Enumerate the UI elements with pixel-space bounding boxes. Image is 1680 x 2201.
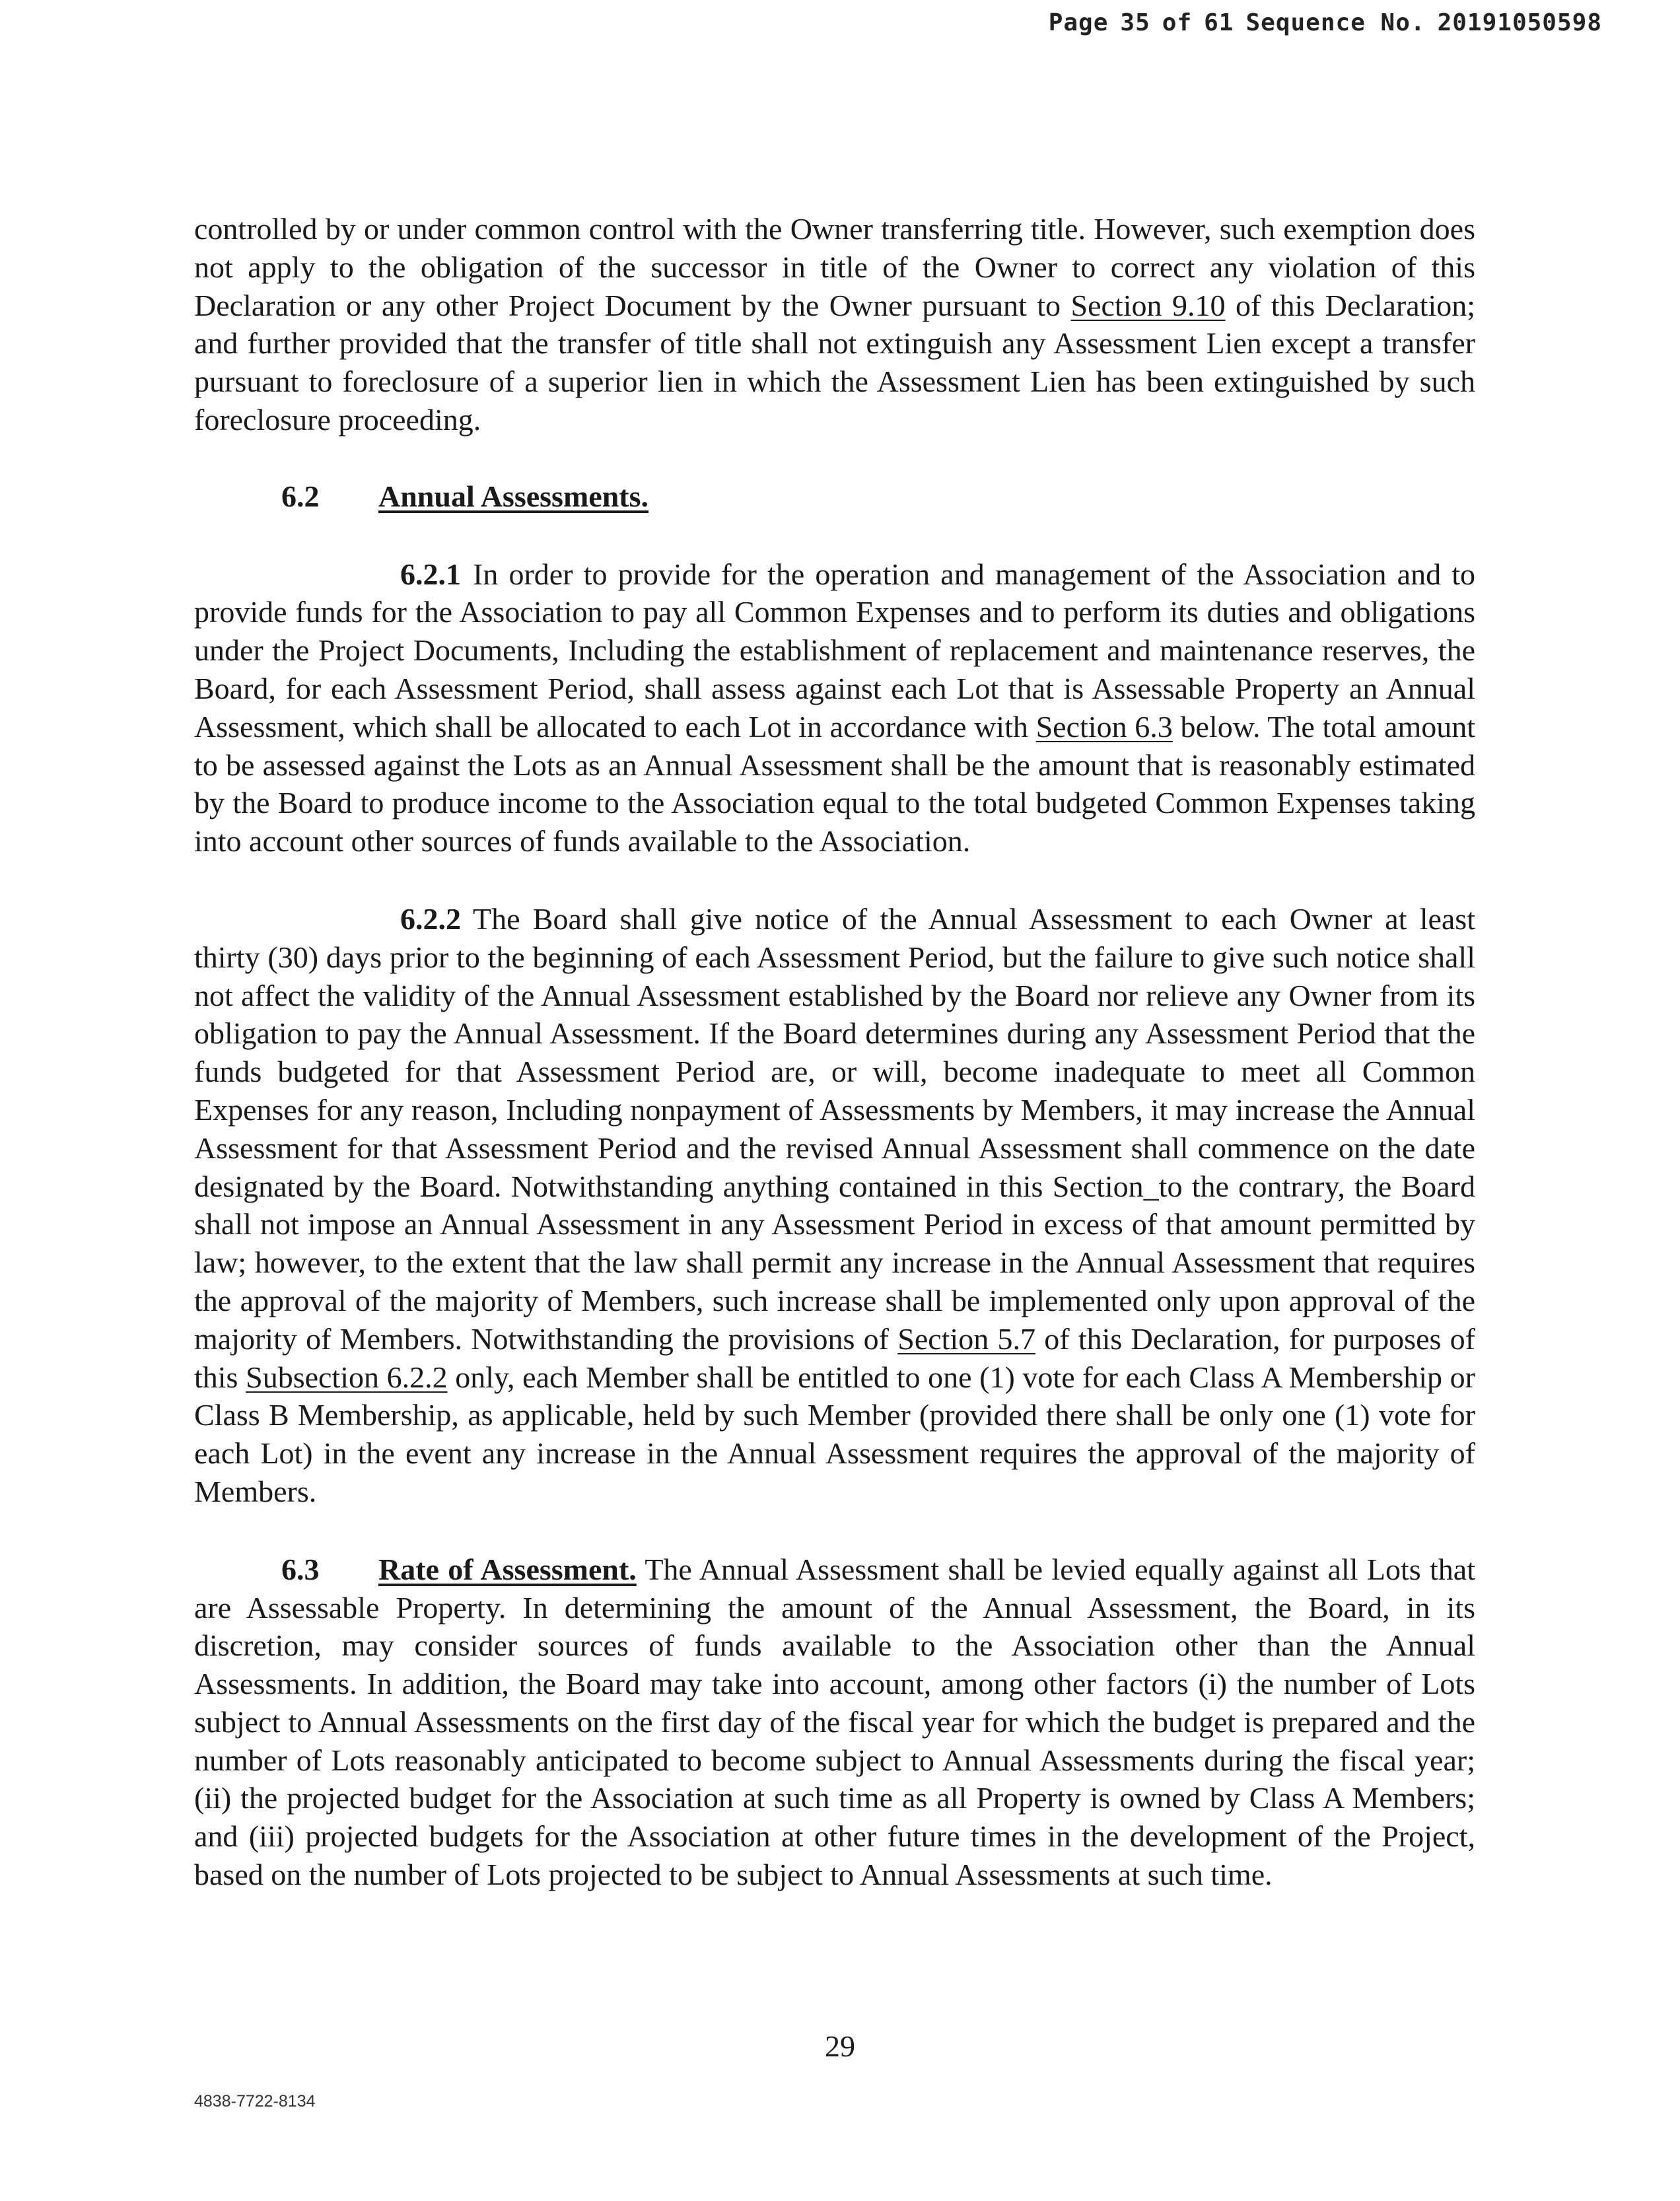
paragraph-text: controlled by or under common control with the Owner transferring title. However, such exemption does not apply to the obligation of the successor in title of the Owner to correct any violation of this Declaration or any other Project Document by the Owner pursuant to [194,212,1475,322]
page-number: 35 [1120,9,1150,36]
section-title: Annual Assessments. [378,479,648,513]
paragraph-text: of this Declaration, for purposes of this [194,1321,1475,1394]
subsection-reference-6-2-2: Subsection 6.2.2 [246,1360,448,1394]
section-reference-6-3: Section 6.3 [1035,709,1173,744]
document-body [194,210,1475,1894]
sequence-label: Sequence No. [1245,9,1426,36]
section-6-3 [194,1551,1475,1894]
paragraph-text: of this Declaration; and further provided that the transfer of title shall not extinguish any Assessment Lien except a transfer pursuant to foreclosure of a superior lien in which the Assessment Lien has been extinguished by such foreclosure proceeding. [194,288,1476,437]
paragraph-text: only, each Member shall be entitled to one (1) vote for each Class A Membership or Class B Membership, as applicable, held by such Member (provided there shall be only one (1) vote for each Lot) in the event any increase in the Annual Assessment requires the approval of the majority of Members. [194,1360,1475,1508]
page-number-footer: 29 [825,2029,855,2063]
paragraph-text: The Annual Assessment shall be levied equally against all Lots that are Assessable Property. In determining the amount of the Annual Assessment, the Board, in its discretion, may consider sources of funds available to the Association other than the Annual Assessments. In addition, the Board may take into account, among other factors (i) the number of Lots subject to Annual Assessments on the first day of the fiscal year for which the budget is prepared and the number of Lots reasonably anticipated to become subject to Annual Assessments during the fiscal year; (ii) the projected budget for the Association at such time as all Property is owned by Class A Members; and (iii) projected budgets for the Association at other future times in the development of the Project, based on the number of Lots projected to be subject to Annual Assessments at such time. [194,1552,1475,1892]
page-total: 61 [1204,9,1234,36]
paragraph-text: below. The total amount to be assessed against the Lots as an Annual Assessment shall be the amount that is reasonably estimated by the Board to produce income to the Association equal to the total budgeted Common Expenses taking into account other sources of funds available to the Association. [194,709,1476,858]
paragraph-text: The Board shall give notice of the Annual Assessment to each Owner at least thirty (30) days prior to the beginning of each Assessment Period, but the failure to give such notice shall not affect the validity of the Annual Assessment established by the Board nor relieve any Owner from its obligation to pay the Annual Assessment. If the Board determines during any Assessment Period that the funds budgeted for that Assessment Period are, or will, become inadequate to meet all Common Expenses for any reason, Including nonpayment of Assessments by Members, it may increase the Annual Assessment for that Assessment Period and the revised Annual Assessment shall commence on the date designated by the Board. Notwithstanding anything contained in this Section_to the contrary, the Board shall not impose an Annual Assessment in any Assessment Period in excess of that amount permitted by law; however, to the extent that the law shall permit any increase in the Annual Assessment that requires the approval of the majority of Members, such increase shall be implemented only upon approval of the majority of Members. Notwithstanding the provisions of [194,901,1475,1356]
subsection-6-2-1 [194,555,1475,860]
section-reference-5-7: Section 5.7 [897,1321,1035,1356]
section-reference-9-10: Section 9.10 [1070,288,1226,322]
paragraph-continuation [194,210,1475,439]
of-label: of [1162,9,1193,36]
section-6-2-heading [194,477,1475,516]
subsection-number: 6.2.1 [400,557,461,591]
subsection-number: 6.2.2 [400,901,461,936]
section-number: 6.3 [281,1552,320,1586]
page-sequence-stamp [1049,9,1602,36]
subsection-6-2-2 [194,900,1475,1511]
sequence-number: 20191050598 [1437,9,1602,36]
section-title: Rate of Assessment. [378,1552,637,1586]
page-label: Page [1048,9,1109,36]
paragraph-text: In order to provide for the operation and management of the Association and to provide funds for the Association to pay all Common Expenses and to perform its duties and obligations under the Project Documents, Including the establishment of replacement and maintenance reserves, the Board, for each Assessment Period, shall assess against each Lot that is Assessable Property an Annual Assessment, which shall be allocated to each Lot in accordance with [194,557,1475,744]
document-id: 4838-7722-8134 [194,2092,316,2111]
section-number: 6.2 [281,479,320,513]
